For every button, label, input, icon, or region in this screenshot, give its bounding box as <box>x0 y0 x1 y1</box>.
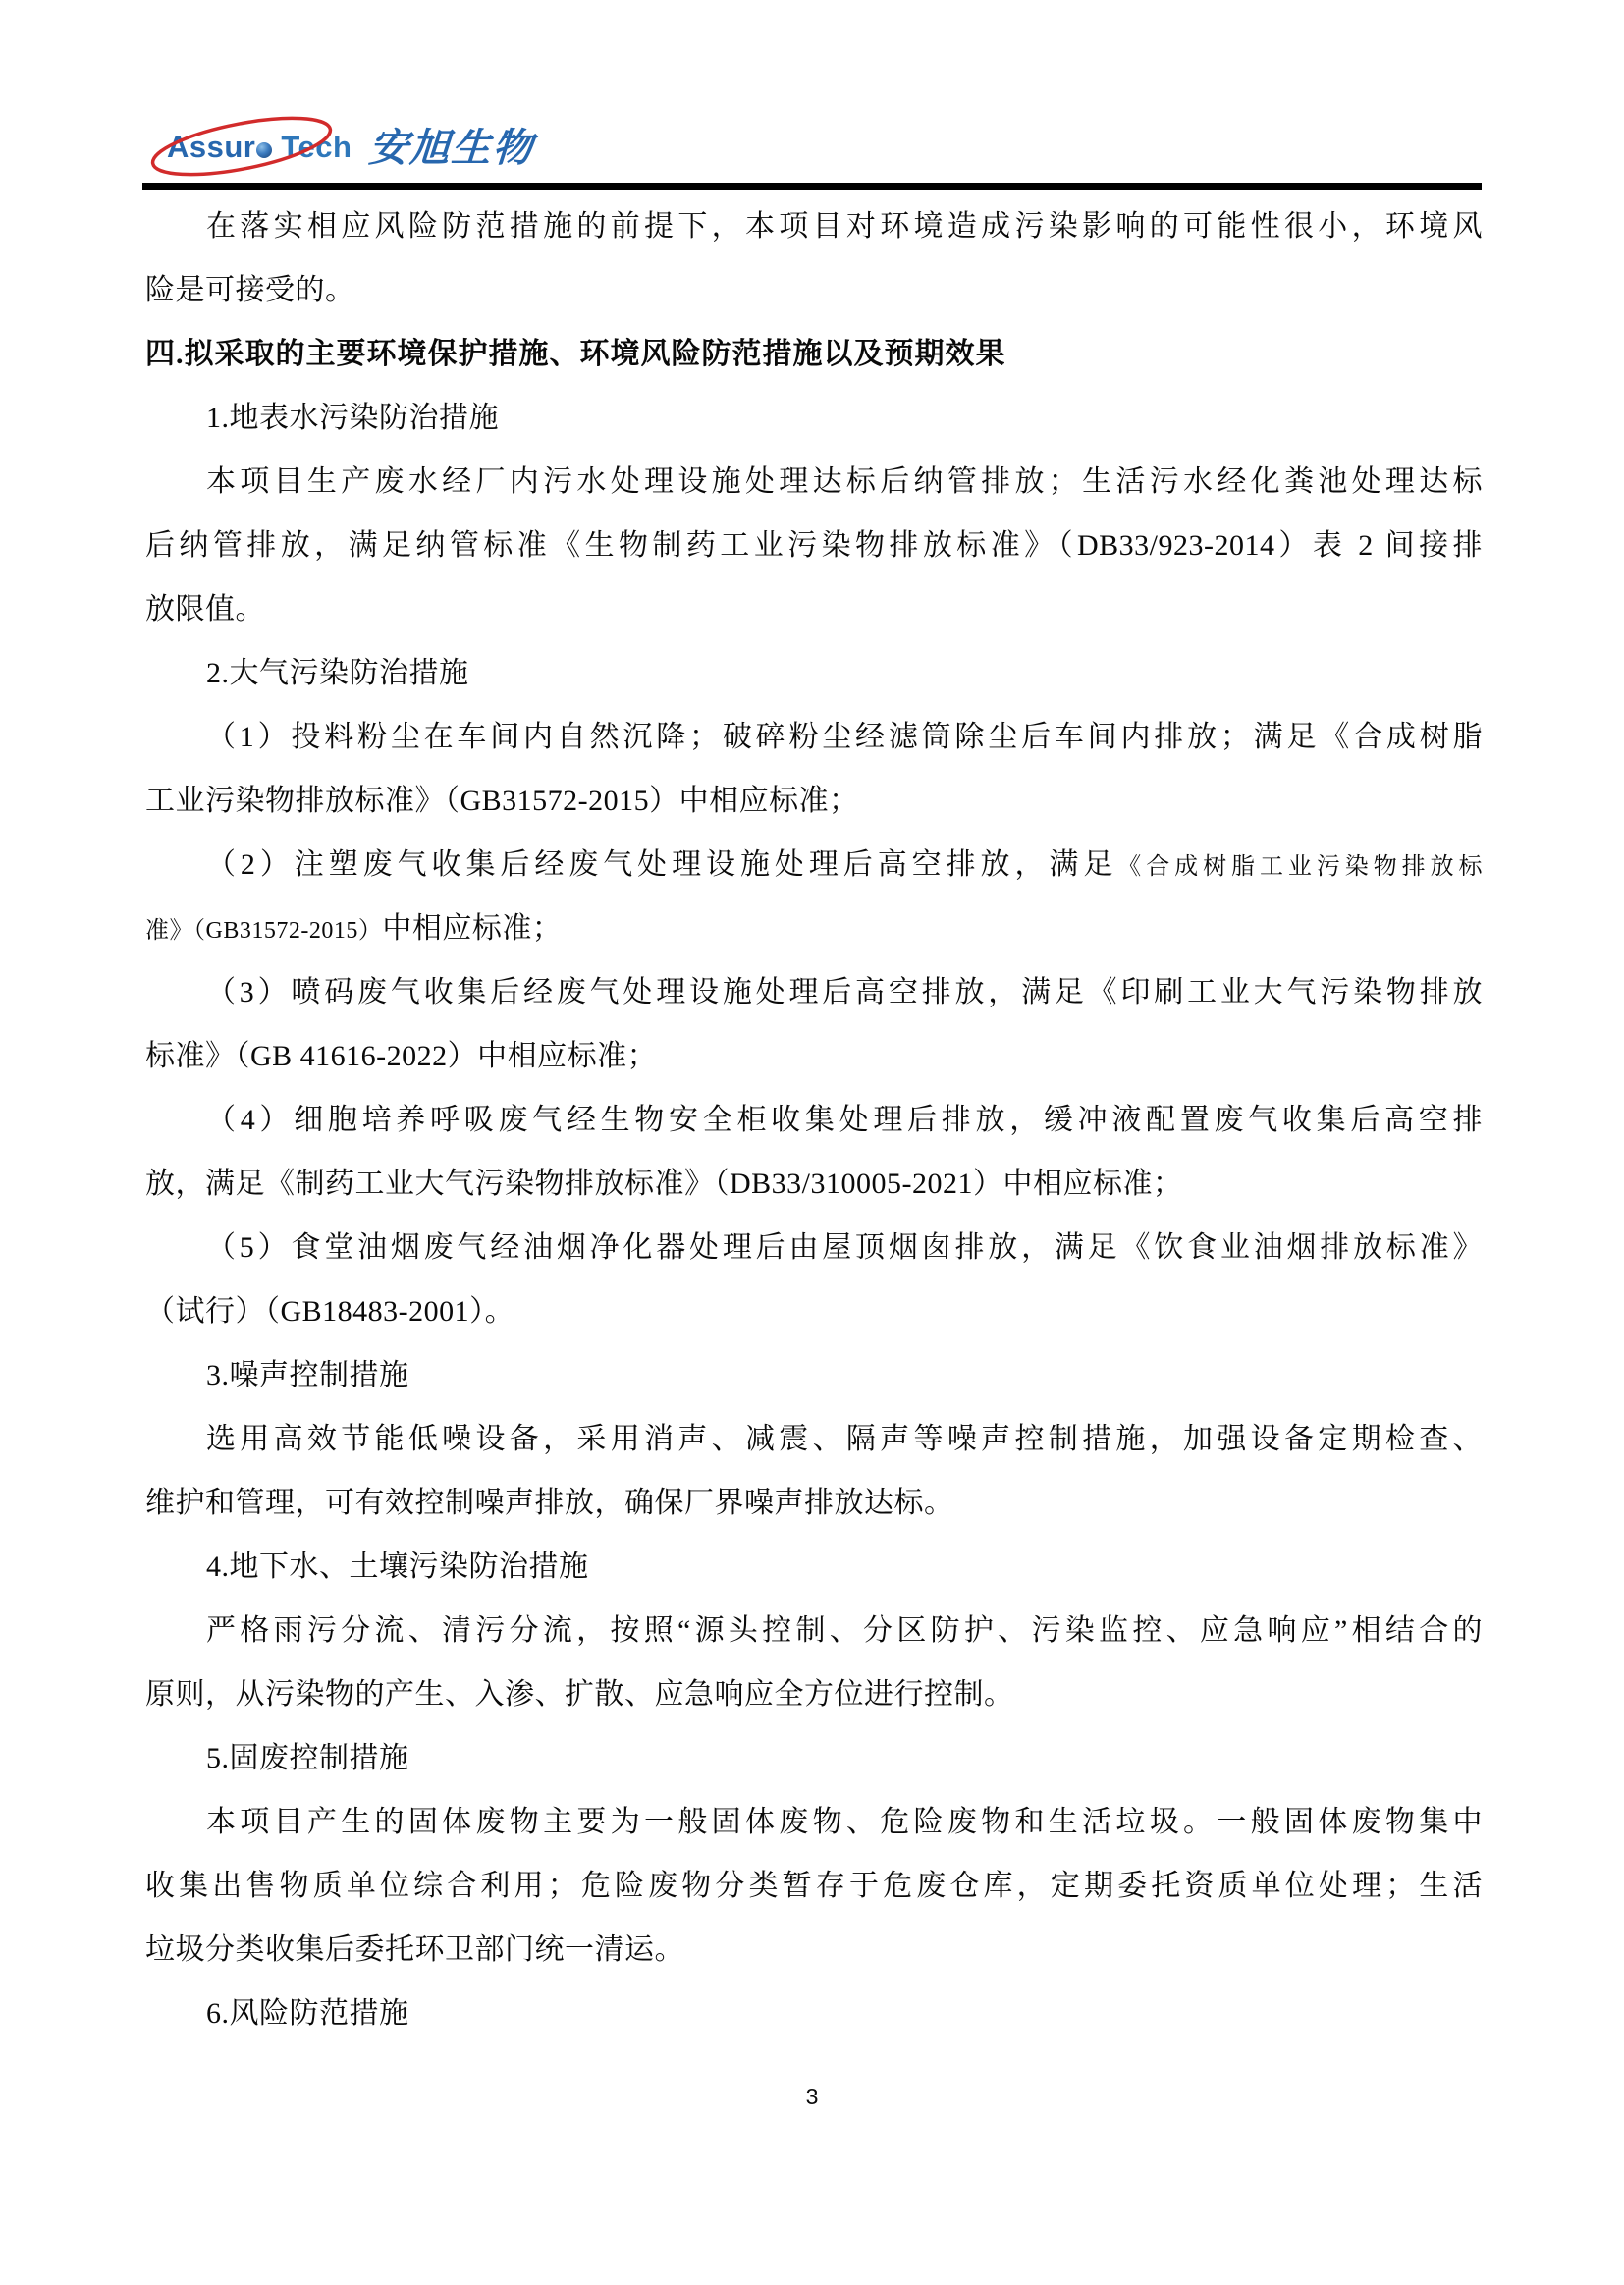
text-segment: 选用高效节能低噪设备，采用消声、减震、隔声等噪声控制措施，加强设备定期检查、 <box>206 1423 1483 1455</box>
text-line <box>145 258 1483 322</box>
globe-icon <box>256 142 272 158</box>
text-line <box>145 1471 1483 1535</box>
text-line <box>145 450 1483 514</box>
text-line <box>145 769 1483 833</box>
text-segment: 本项目生产废水经厂内污水处理设施处理达标后纳管排放；生活污水经化粪池处理达标 <box>206 465 1483 498</box>
text-segment: 险是可接受的。 <box>145 274 355 306</box>
text-segment: （4）细胞培养呼吸废气经生物安全柜收集处理后排放，缓冲液配置废气收集后高空排 <box>206 1104 1483 1136</box>
text-segment: 本项目产生的固体废物主要为一般固体废物、危险废物和生活垃圾。一般固体废物集中 <box>206 1806 1483 1838</box>
text-segment: 标准》（GB 41616-2022）中相应标准； <box>145 1040 658 1072</box>
text-segment: 原则，从污染物的产生、入渗、扩散、应急响应全方位进行控制。 <box>145 1678 1014 1711</box>
text-line <box>145 960 1483 1024</box>
logo-assure-text: Assur <box>167 130 256 164</box>
text-line <box>145 1918 1483 1982</box>
page-number: 3 <box>805 2084 819 2109</box>
text-segment: （5）食堂油烟废气经油烟净化器处理后由屋顶烟囱排放，满足《饮食业油烟排放标准》 <box>206 1231 1483 1264</box>
logo-chinese-text: 安旭生物 <box>367 126 536 170</box>
text-segment: （试行）（GB18483-2001）。 <box>145 1295 515 1328</box>
text-line <box>145 1343 1483 1407</box>
text-line <box>145 1152 1483 1216</box>
section-heading-line <box>145 322 1483 386</box>
logo-tech-text: Tech <box>281 130 352 164</box>
text-segment: 2.大气污染防治措施 <box>206 657 469 689</box>
text-line <box>145 897 1483 960</box>
company-logo <box>157 116 534 173</box>
text-line <box>145 1279 1483 1343</box>
text-segment: 工业污染物排放标准》（GB31572-2015）中相应标准； <box>145 785 859 817</box>
text-segment: 4.地下水、土壤污染防治措施 <box>206 1551 589 1583</box>
text-segment: 准》（GB31572-2015） <box>145 918 383 944</box>
text-segment: 四.拟采取的主要环境保护措施、环境风险防范措施以及预期效果 <box>145 338 1006 370</box>
text-line <box>145 1662 1483 1726</box>
text-line <box>145 1535 1483 1599</box>
logo-english-text <box>157 122 355 167</box>
header-divider <box>142 183 1482 190</box>
text-segment: （3）喷码废气收集后经废气处理设施处理后高空排放，满足《印刷工业大气污染物排放 <box>206 976 1483 1008</box>
text-line <box>145 1982 1483 2045</box>
text-segment: 3.噪声控制措施 <box>206 1359 409 1391</box>
text-segment: 1.地表水污染防治措施 <box>206 402 499 434</box>
text-line <box>145 386 1483 450</box>
text-line <box>145 1407 1483 1471</box>
text-segment: 垃圾分类收集后委托环卫部门统一清运。 <box>145 1933 684 1966</box>
text-line <box>145 1599 1483 1662</box>
text-line <box>145 1024 1483 1088</box>
text-segment: 《合成树脂工业污染物排放标 <box>1117 854 1484 880</box>
text-segment: 后纳管排放，满足纳管标准《生物制药工业污染物排放标准》（DB33/923-2014）表 2 间接排 <box>145 529 1483 562</box>
text-line <box>145 1726 1483 1790</box>
text-segment: 6.风险防范措施 <box>206 1997 409 2030</box>
text-segment: 放限值。 <box>145 593 265 626</box>
text-line <box>145 514 1483 577</box>
document-lines <box>145 194 1483 2045</box>
text-line <box>145 1854 1483 1918</box>
text-line <box>145 1216 1483 1279</box>
text-line <box>145 194 1483 258</box>
text-segment: （2）注塑废气收集后经废气处理设施处理后高空排放，满足 <box>206 848 1118 881</box>
text-segment: 收集出售物质单位综合利用；危险废物分类暂存于危废仓库，定期委托资质单位处理；生活 <box>145 1870 1483 1902</box>
text-line <box>145 1088 1483 1152</box>
text-line <box>145 1790 1483 1854</box>
text-segment: 严格雨污分流、清污分流，按照“源头控制、分区防护、污染监控、应急响应”相结合的 <box>206 1614 1483 1647</box>
text-segment: 在落实相应风险防范措施的前提下，本项目对环境造成污染影响的可能性很小，环境风 <box>206 210 1483 243</box>
text-segment: 维护和管理，可有效控制噪声排放，确保厂界噪声排放达标。 <box>145 1487 954 1519</box>
text-segment: 5.固废控制措施 <box>206 1742 409 1774</box>
text-segment: （1）投料粉尘在车间内自然沉降；破碎粉尘经滤筒除尘后车间内排放；满足《合成树脂 <box>206 721 1483 753</box>
text-line <box>145 833 1483 897</box>
text-segment: 放，满足《制药工业大气污染物排放标准》（DB33/310005-2021）中相应标准； <box>145 1168 1183 1200</box>
text-line <box>145 641 1483 705</box>
text-segment: 中相应标准； <box>382 912 563 945</box>
text-line <box>145 577 1483 641</box>
text-line <box>145 705 1483 769</box>
